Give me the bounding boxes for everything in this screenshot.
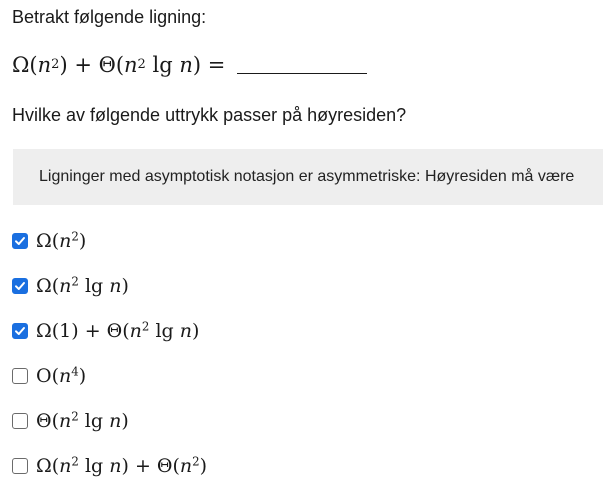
exponent: 2: [71, 274, 79, 289]
checkbox[interactable]: [12, 458, 28, 474]
math-text: ): [78, 365, 87, 387]
omega-symbol: Ω: [12, 53, 30, 77]
equation: Ω ( n 2 ) + Θ ( n 2 lg n ) =: [12, 48, 367, 82]
math-text: ): [121, 410, 129, 432]
hint-box: [13, 149, 603, 205]
math-text: Θ(: [36, 410, 59, 432]
var-n: n: [59, 410, 72, 432]
math-text: Ω(: [36, 275, 60, 297]
var-n: n: [59, 365, 72, 387]
option-label: [36, 230, 86, 252]
answer-blank: [237, 61, 367, 74]
math-text: lg: [78, 455, 110, 477]
option-label: [36, 365, 86, 387]
checkmark-icon: [14, 280, 26, 292]
checkbox[interactable]: [12, 278, 28, 294]
checkbox[interactable]: [12, 413, 28, 429]
var-n: n: [109, 275, 122, 297]
var-n: n: [59, 455, 72, 477]
exponent: 2: [192, 454, 200, 469]
checkmark-icon: [14, 235, 26, 247]
var-n: n: [109, 455, 122, 477]
option-row[interactable]: [12, 224, 312, 258]
theta-symbol: Θ: [98, 53, 116, 77]
plus-sign: +: [67, 53, 99, 77]
option-label: [36, 455, 207, 477]
option-label: [36, 275, 129, 297]
lg-operator: lg: [145, 53, 180, 77]
math-text: ): [121, 275, 129, 297]
var-n: n: [37, 53, 52, 77]
option-row[interactable]: [12, 314, 312, 348]
math-text: ): [199, 455, 208, 477]
checkmark-icon: [14, 325, 26, 337]
hint-text: Ligninger med asymptotisk notasjon er asymmetriske: Høyresiden må være: [39, 168, 575, 185]
var-n: n: [179, 320, 192, 342]
checkbox[interactable]: [12, 233, 28, 249]
math-text: ) + Θ(: [121, 455, 180, 477]
paren: ): [192, 53, 202, 77]
math-text: ): [78, 230, 87, 252]
var-n: n: [59, 275, 72, 297]
option-row[interactable]: [12, 404, 312, 438]
option-row[interactable]: [12, 269, 312, 303]
exponent: 4: [71, 364, 79, 379]
option-label: [36, 410, 129, 432]
math-text: O(: [36, 365, 59, 387]
var-n: n: [179, 455, 193, 477]
paren: (: [29, 53, 38, 77]
equals-sign: =: [201, 53, 226, 77]
checkbox[interactable]: [12, 368, 28, 384]
math-text: ): [191, 320, 200, 342]
var-n: n: [179, 53, 193, 77]
option-row[interactable]: [12, 359, 312, 393]
question-text: Hvilke av følgende uttrykk passer på høyresiden?: [12, 105, 407, 125]
exponent: 2: [71, 229, 79, 244]
math-text: lg: [78, 275, 110, 297]
var-n: n: [124, 53, 138, 77]
paren: (: [115, 53, 125, 77]
paren: ): [59, 53, 68, 77]
math-text: lg: [149, 320, 180, 342]
math-text: Ω(1) + Θ(: [36, 320, 130, 342]
prompt-text: Betrakt følgende ligning:: [12, 7, 207, 27]
math-text: Ω(: [36, 455, 60, 477]
var-n: n: [59, 230, 72, 252]
checkbox[interactable]: [12, 323, 28, 339]
math-text: Ω(: [36, 230, 60, 252]
var-n: n: [109, 410, 122, 432]
var-n: n: [129, 320, 142, 342]
exponent: 2: [141, 319, 150, 334]
option-label: [36, 320, 199, 342]
option-row[interactable]: [12, 449, 312, 483]
exponent: 2: [71, 454, 79, 469]
math-text: lg: [78, 410, 110, 432]
exponent: 2: [71, 409, 79, 424]
